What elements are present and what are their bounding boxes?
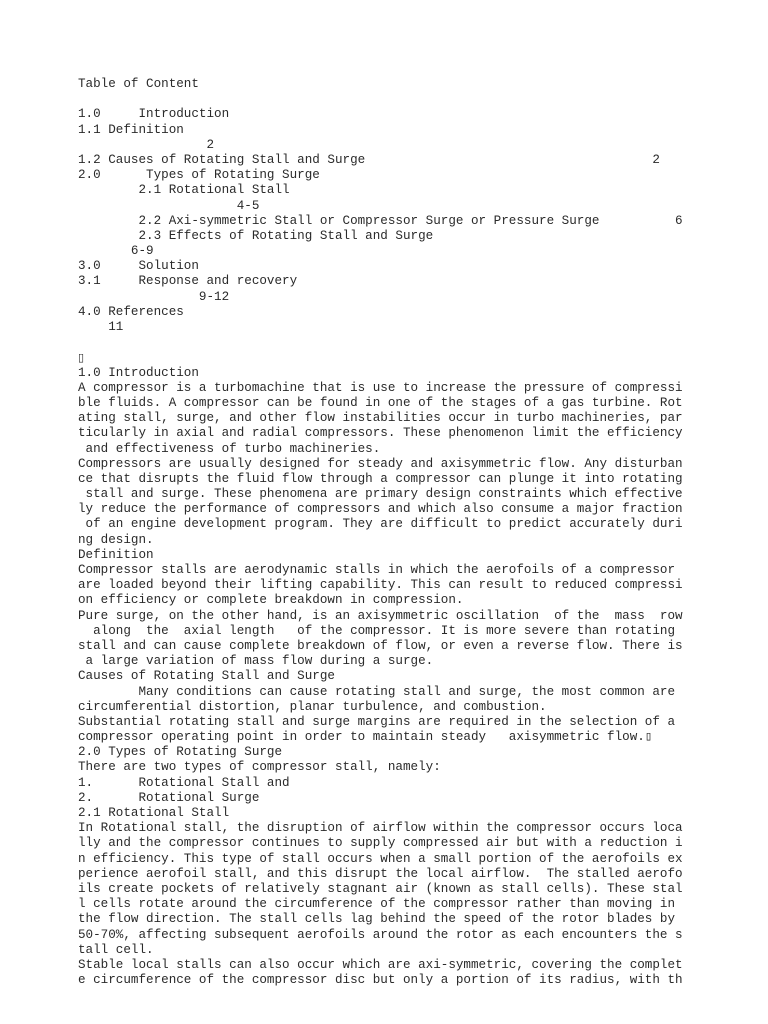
body-line: Substantial rotating stall and surge margins are required in the selection of a [78, 714, 676, 729]
body-line: along the axial length of the compressor. It is more severe than rotating [78, 623, 676, 638]
body-line: n efficiency. This type of stall occurs when a small portion of the aerofoils ex [78, 851, 683, 866]
document-page [78, 77, 698, 988]
blank-line [78, 92, 698, 107]
body-line: are loaded beyond their lifting capability. This can result to reduced compressi [78, 578, 683, 593]
toc-line: 2.2 Axi-symmetric Stall or Compressor Surge or Pressure Surge 6 [78, 213, 683, 228]
toc-line: 2 [78, 137, 215, 152]
toc-line: 11 [78, 320, 124, 334]
body-line: Pure surge, on the other hand, is an axisymmetric oscillation of the mass row [78, 608, 683, 623]
body-line: ly reduce the performance of compressors and which also consume a major fraction [78, 502, 683, 517]
body-line: In Rotational stall, the disruption of airflow within the compressor occurs loca [78, 821, 683, 836]
section-heading: 2.1 Rotational Stall [78, 806, 230, 820]
body-line: e circumference of the compressor disc but only a portion of its radius, with th [78, 973, 683, 988]
section-heading: Causes of Rotating Stall and Surge [78, 669, 335, 684]
body-line: stall and surge. These phenomena are primary design constraints which effective [78, 487, 683, 502]
toc-line: 1.2 Causes of Rotating Stall and Surge 2 [78, 152, 660, 167]
body-line: ng design. [78, 532, 154, 547]
body-line: Stable local stalls can also occur which are axi-symmetric, covering the complet [78, 957, 683, 972]
toc-line: 9-12 [78, 289, 230, 304]
toc-line: 4.0 References [78, 304, 184, 319]
body-line: ble fluids. A compressor can be found in one of the stages of a gas turbine. Rot [78, 395, 683, 410]
body-line: ating stall, surge, and other flow instabilities occur in turbo machineries, par [78, 411, 683, 426]
section-heading: Definition [78, 547, 154, 562]
body-line: circumferential distortion, planar turbulence, and combustion. [78, 699, 547, 714]
body-line: stall and can cause complete breakdown of flow, or even a reverse flow. There is [78, 638, 683, 653]
body-line: tall cell. [78, 942, 154, 957]
section-heading: 1.0 Introduction [78, 365, 199, 380]
list-item: 2. Rotational Surge [78, 790, 260, 805]
body-text [78, 366, 698, 989]
section-heading: 2.0 Types of Rotating Surge [78, 745, 283, 760]
toc-line: 3.1 Response and recovery [78, 274, 298, 289]
body-line: A compressor is a turbomachine that is use to increase the pressure of compressi [78, 380, 683, 395]
toc-title: Table of Content [78, 77, 199, 91]
toc-line: 2.3 Effects of Rotating Stall and Surge [78, 228, 434, 243]
body-line: ticularly in axial and radial compressors. These phenomenon limit the efficiency [78, 426, 683, 441]
toc-line: 4-5 [78, 198, 260, 213]
body-line: and effectiveness of turbo machineries. [78, 441, 381, 456]
body-line: lly and the compressor continues to supply compressed air but with a reduction i [78, 836, 683, 851]
body-line: a large variation of mass flow during a surge. [78, 654, 434, 669]
toc-line: 6-9 [78, 244, 154, 259]
body-line: of an engine development program. They are difficult to predict accurately duri [78, 517, 683, 532]
body-line: the flow direction. The stall cells lag behind the speed of the rotor blades by [78, 912, 676, 927]
body-line: on efficiency or complete breakdown in compression. [78, 593, 464, 608]
body-line: 50-70%, affecting subsequent aerofoils around the rotor as each encounters the s [78, 927, 683, 942]
body-line: Many conditions can cause rotating stall and surge, the most common are [78, 684, 676, 699]
toc-line: 2.1 Rotational Stall [78, 183, 290, 198]
toc-line: 1.1 Definition [78, 122, 184, 137]
toc-line: 2.0 Types of Rotating Surge [78, 168, 320, 183]
body-line: perience aerofoil stall, and this disrupt the local airflow. The stalled aerofo [78, 866, 683, 881]
list-item: 1. Rotational Stall and [78, 775, 290, 790]
body-line: l cells rotate around the circumference of the compressor rather than moving in [78, 897, 676, 912]
table-of-contents [78, 107, 698, 335]
body-line: ce that disrupts the fluid flow through a compressor can plunge it into rotating [78, 471, 683, 486]
toc-line: 1.0 Introduction [78, 107, 230, 122]
blank-line [78, 335, 698, 350]
body-line: Compressor stalls are aerodynamic stalls in which the aerofoils of a compressor [78, 563, 676, 577]
body-line: ils create pockets of relatively stagnant air (known as stall cells). These stal [78, 881, 683, 896]
page-break-mark: ▯ [78, 351, 85, 365]
body-line: compressor operating point in order to maintain steady axisymmetric flow.▯ [78, 730, 653, 745]
toc-line: 3.0 Solution [78, 259, 199, 274]
body-line: There are two types of compressor stall, namely: [78, 760, 441, 775]
body-line: Compressors are usually designed for steady and axisymmetric flow. Any disturban [78, 456, 683, 471]
